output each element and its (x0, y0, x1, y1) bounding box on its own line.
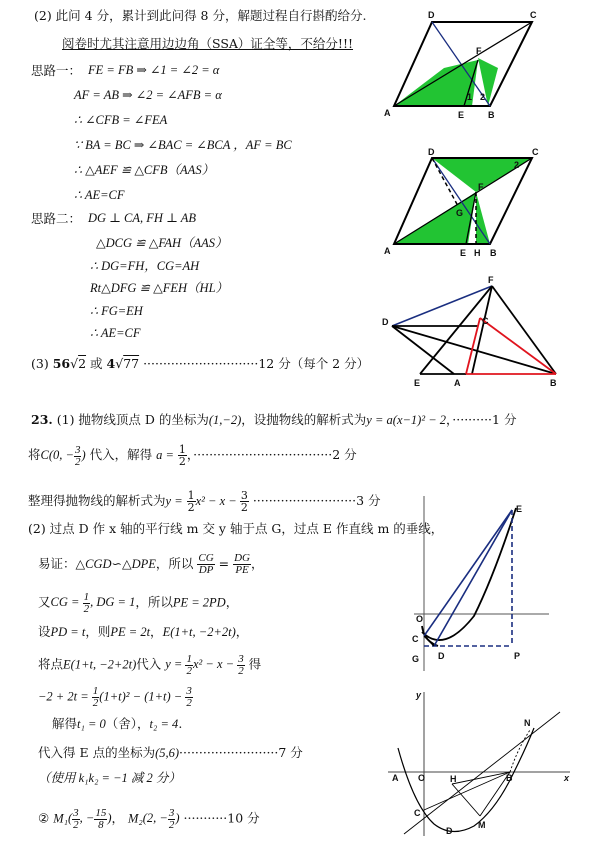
idea2-line5: ∴ FG=EH (90, 304, 143, 318)
q23-l1-text: (1) 抛物线顶点 D 的坐标为 (56, 412, 209, 427)
parabola-formula: y = $\frac{1}{2}$ x² − x − $\frac{3}{2}$ (165, 653, 244, 677)
fig3-line-fb (492, 286, 556, 374)
fraction: $\frac{3}{2}$ (238, 653, 244, 677)
circle-two-icon: ② (38, 810, 50, 826)
q23-p2-l8 (38, 745, 303, 761)
fig3-label: A (454, 378, 461, 388)
fig5-label: H (450, 774, 457, 784)
q23-l3-dots: ·························· (252, 493, 357, 508)
q23-num: 23. (31, 412, 53, 427)
fraction: $\frac{DG}{PE}$ (234, 552, 250, 576)
text: 设 (38, 624, 51, 639)
fig4-label: C (412, 634, 419, 644)
q23-l1-formula: y = a(x−1)² − 2 (366, 413, 447, 427)
fig3-line-da (392, 326, 454, 374)
idea1-line6: ∴ AE=CF (74, 188, 125, 202)
fig2-label: A (384, 246, 391, 256)
fig1-label: 2 (480, 92, 486, 102)
fig1-green-left (394, 60, 478, 106)
fraction: $\frac{15}{8}$ (95, 807, 107, 831)
fraction: $\frac{1}{2}$ (187, 489, 195, 514)
fig2-label: F (478, 182, 484, 192)
q23-p2-l10 (38, 808, 260, 831)
text: 解得 (52, 716, 78, 731)
fig4-label: O (416, 614, 424, 624)
q23-line2 (28, 444, 357, 468)
text: 代入 (136, 656, 162, 672)
q23-l1-dots: ，·········· (446, 412, 493, 427)
fig4-label: E (516, 504, 523, 514)
fig2-label: H (474, 248, 481, 258)
part3-score: 12 分（每个 2 分） (258, 356, 370, 371)
fig3-label: F (488, 275, 494, 285)
part3-sqrt-b: 77 (123, 356, 140, 371)
cg-value: CG = $\frac{1}{2}$ , DG = 1 (50, 591, 136, 615)
figure-5-coordinate (384, 688, 574, 838)
text: 易证： (38, 556, 76, 571)
q23-p2-l5 (38, 654, 261, 677)
q23-l2-score: 2 分 (332, 447, 357, 462)
part3-or: 或 (90, 356, 103, 371)
fig3-label: B (550, 378, 557, 388)
fig5-label: O (418, 773, 426, 783)
pd-eq: PD = t (50, 625, 86, 639)
fig5-line-cn (404, 712, 560, 834)
text: （舍）， (105, 716, 150, 731)
text: ， (111, 810, 125, 826)
fig2-green-bottom-right (476, 192, 490, 244)
text: 又 (38, 594, 51, 610)
m1-label: M₁ (53, 811, 68, 826)
fig2-label: 2 (514, 160, 520, 170)
dots: ························· (179, 745, 279, 760)
q23-l3-expr: x² − x − (195, 494, 240, 508)
m2-label: M₂ (128, 811, 143, 826)
fig5-label: A (392, 773, 399, 783)
fig5-dashed (510, 730, 530, 772)
e-coord: E(1+t, −2+2t) (63, 657, 137, 672)
idea1-line3: ∴ ∠CFB = ∠FEA (74, 113, 168, 127)
fig3-label: C (482, 316, 489, 326)
fig5-label: D (446, 826, 453, 836)
fig1-label: C (530, 10, 537, 20)
figure-3-triangles (380, 276, 565, 391)
fig5-label: N (524, 718, 531, 728)
fig5-label: M (478, 820, 486, 830)
score: 7 分 (278, 745, 303, 760)
idea2-line2: △DCG ≌ △FAH（AAS） (96, 236, 228, 250)
idea1-line2: AF = AB ⇒ ∠2 = ∠AFB = α (74, 88, 222, 102)
fraction: $\frac{1}{2}$ (92, 685, 99, 709)
m2-coord: (2, − $\frac{3}{2}$ ) (142, 807, 180, 831)
q23-p2-l4: 设PD = t，则PE = 2t，E(1+t, −2+2t)， (38, 624, 249, 639)
fig2-label: D (428, 147, 435, 157)
fig4-line-ce (424, 510, 512, 636)
q23-p2-l2: 易证：△CGD∽△DPE，所以 $\frac{CG}{DP}$ = $\frac{DG}{PE}$ ， (38, 552, 264, 576)
fig1-label: E (458, 110, 465, 120)
fig2-label: B (490, 248, 497, 258)
dots: ··········· (183, 810, 228, 826)
q23-l1-coord: (1,−2) (208, 413, 242, 427)
idea2-line4: Rt△DFG ≌ △FEH（HL） (90, 281, 229, 295)
fig4-line-de (434, 510, 512, 646)
fraction: $\frac{3}{2}$ (73, 807, 79, 831)
q23-l2-coord: (0, − $\frac{3}{2}$ ) (48, 443, 86, 468)
q23-p2-l7: 解得t₁ = 0（舍），t₂ = 4. (52, 716, 183, 731)
e-coord: E(1+t, −2+2t) (162, 625, 236, 639)
fraction: $\frac{CG}{DP}$ (198, 552, 214, 576)
fig4-label: G (412, 654, 420, 664)
fig5-label: x (564, 773, 570, 783)
fig2-label: E (460, 248, 467, 258)
score: 10 分 (227, 810, 260, 826)
part2-header: (2) 此问 4 分，累计到此问得 8 分，解题过程自行斟酌给分. (34, 8, 367, 23)
fig1-label: 1 (467, 92, 473, 102)
fig1-label: D (428, 10, 435, 20)
text: ，所以 (155, 556, 194, 571)
fraction: $\frac{1}{2}$ (178, 443, 186, 468)
part3-answer-b: 4 (106, 356, 116, 371)
fig5-label: y (416, 690, 422, 700)
fig1-label: F (476, 46, 482, 56)
q23-p2-l3: 又CG = $\frac{1}{2}$ , DG = 1，所以PE = 2PD， (38, 591, 239, 615)
ssa-note: 阅卷时尤其注意用边边角（SSA）证全等，不给分!!! (62, 36, 354, 51)
fig3-line-fd (392, 286, 492, 326)
e-answer: (5,6) (155, 746, 180, 760)
fig5-label: C (414, 808, 421, 818)
q23-l3-score: 3 分 (356, 493, 381, 508)
fraction: $\frac{1}{2}$ (83, 591, 90, 615)
q23-p2-l9: （使用 k₁k₂ = −1 减 2 分） (38, 771, 181, 785)
idea1-line1: FE = FB ⇒ ∠1 = ∠2 = α (88, 63, 220, 77)
q23-l2-point: C (40, 448, 49, 462)
text: 代入得 E 点的坐标为 (38, 745, 156, 760)
idea2-line1: DG ⊥ CA, FH ⊥ AB (88, 211, 196, 225)
text: ， (150, 624, 163, 639)
fraction: $\frac{3}{2}$ (240, 489, 248, 514)
t1-value: t₁ = 0 (77, 717, 106, 731)
fraction: $\frac{1}{2}$ (186, 653, 192, 677)
equation-lhs: −2 + 2t = (38, 689, 89, 704)
fraction: $\frac{3}{2}$ (168, 807, 175, 831)
part3-answer-a: 56 (52, 356, 71, 371)
idea1-line5: ∴ △AEF ≌ △CFB（AAS） (74, 163, 215, 177)
fraction: $\frac{3}{2}$ (186, 685, 192, 709)
fig4-label: P (514, 651, 521, 661)
m1-coord: ( $\frac{3}{2}$ , − $\frac{15}{8}$ ) (67, 807, 112, 831)
idea2-line6: ∴ AE=CF (90, 326, 141, 340)
idea1-line4: ∵ BA = BC ⇒ ∠BAC = ∠BCA ，AF = BC (74, 138, 292, 152)
similar-triangles: △CGD∽△DPE (75, 557, 156, 571)
fig5-label: B (506, 773, 513, 783)
idea2-label: 思路二： (31, 211, 82, 226)
fig4-label: D (438, 651, 445, 661)
idea2-line3: ∴ DG=FH，CG=AH (90, 259, 200, 273)
pe-eq: PE = 2PD (172, 595, 226, 610)
text: 将点 (38, 656, 64, 672)
q23-l2-text: 将 (28, 447, 41, 462)
text: ，所以 (135, 594, 173, 610)
fig3-red-cb (480, 318, 556, 374)
q23-l2-formula: a = (156, 448, 174, 462)
q23-line1 (31, 412, 516, 428)
text: 得 (248, 656, 262, 672)
figure-1-rhombus (380, 8, 550, 120)
figure-4-parabola (404, 496, 554, 676)
fig3-label: E (414, 378, 421, 388)
fig2-label: C (532, 147, 539, 157)
q23-l2-dots: ，··································· (186, 447, 333, 462)
part3-sqrt-a: 2 (78, 356, 87, 371)
fig3-label: D (382, 317, 389, 327)
idea1-label: 思路一： (31, 63, 82, 78)
fig1-label: B (488, 110, 495, 120)
figure-2-rhombus (380, 148, 550, 258)
part3-line (31, 356, 369, 371)
q23-p2-l1: (2) 过点 D 作 x 轴的平行线 m 交 y 轴于点 G，过点 E 作直线 m 的垂线， (28, 521, 444, 536)
fig2-label: G (456, 208, 464, 218)
sqrt-sign-icon: √ (70, 356, 79, 371)
fig5-line-hm (452, 784, 480, 816)
q23-line3 (28, 490, 381, 513)
q23-l1-score: 1 分 (492, 412, 517, 427)
q23-l1-text2: ，设抛物线的解析式为 (241, 412, 367, 427)
q23-l2-text2: 代入，解得 (89, 447, 153, 462)
q23-l3-text: 整理得抛物线的解析式为 (28, 493, 166, 508)
fig1-label: A (384, 108, 391, 118)
sqrt-sign-icon: √ (115, 356, 124, 371)
q23-p2-l6: −2 + 2t = $\frac{1}{2}$ (1+t)² − (1+t) − $\frac{3}{2}$ (38, 685, 192, 709)
fraction: $\frac{3}{2}$ (74, 443, 81, 468)
t2-value: t₂ = 4 (149, 717, 179, 731)
pe-eq: PE = 2t (110, 625, 151, 639)
part3-prefix: (3) (31, 356, 49, 371)
text: ，则 (85, 624, 111, 639)
q23-l3-formula: y = (165, 494, 183, 508)
part3-dots: ····························· (143, 356, 259, 371)
